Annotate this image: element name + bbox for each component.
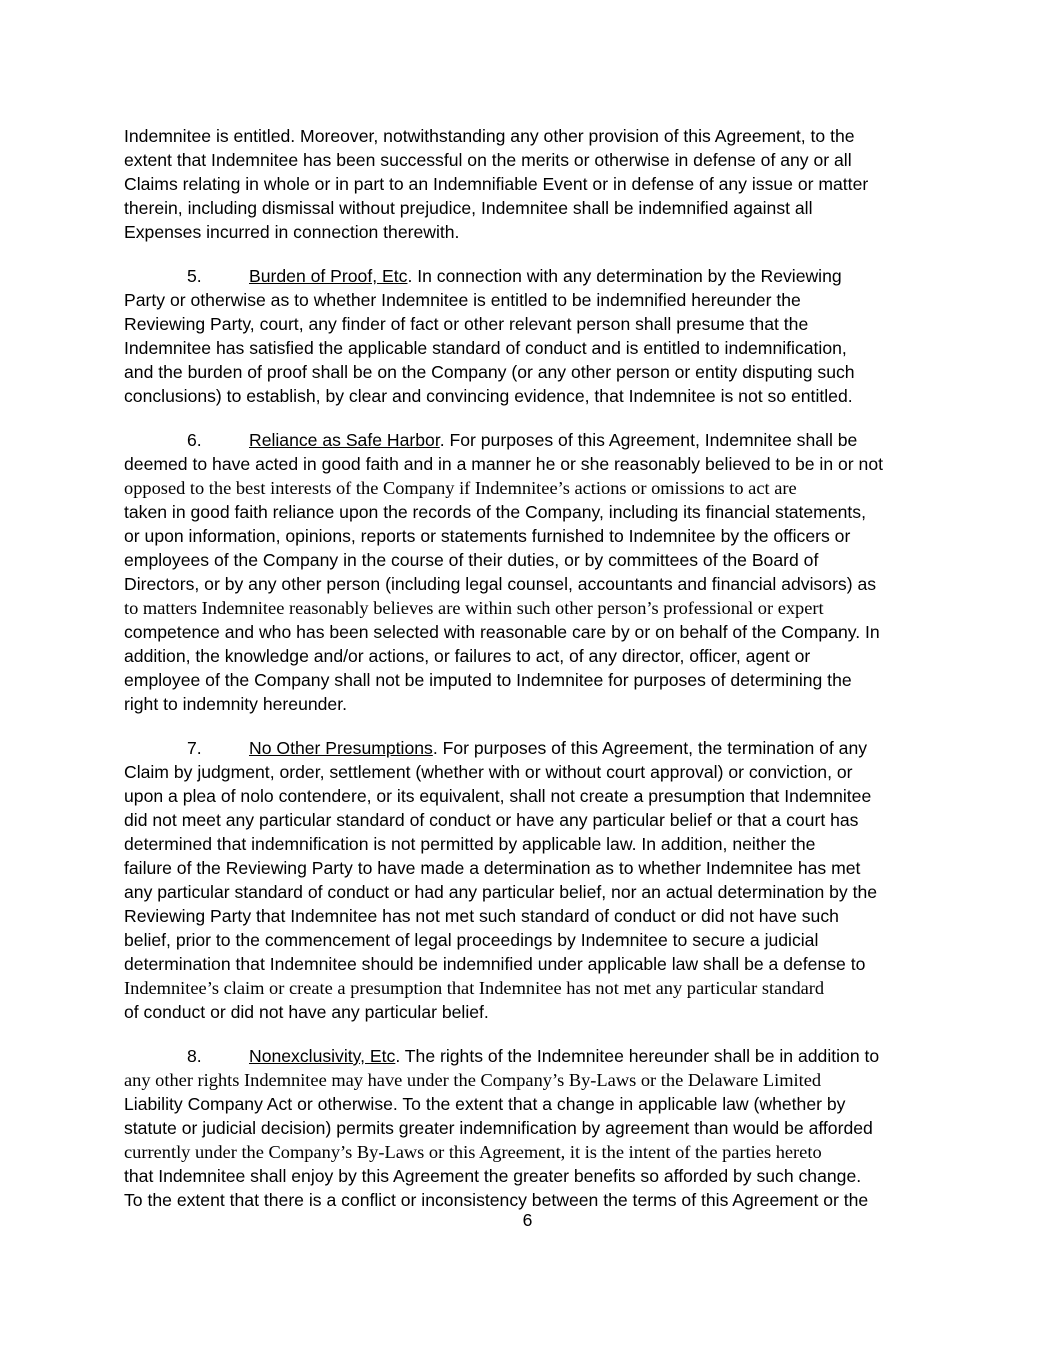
section-8-number: 8. <box>187 1046 202 1066</box>
paragraph-line: currently under the Company’s By-Laws or this Agreement, it is the intent of the parties hereto <box>124 1142 822 1162</box>
paragraph-line: To the extent that there is a conflict or inconsistency between the terms of this Agreement or the <box>124 1190 869 1210</box>
paragraph-gap <box>124 716 934 736</box>
paragraph-line: Indemnitee is entitled. Moreover, notwithstanding any other provision of this Agreement, to the <box>124 126 855 146</box>
document-page <box>124 124 934 1212</box>
paragraph-line: taken in good faith reliance upon the records of the Company, including its financial statements, <box>124 502 866 522</box>
section-5-heading: Burden of Proof, Etc <box>249 266 408 286</box>
paragraph-line: belief, prior to the commencement of legal proceedings by Indemnitee to secure a judicial <box>124 930 819 950</box>
paragraph-line: Directors, or by any other person (including legal counsel, accountants and financial advisors) as <box>124 574 877 594</box>
paragraph-line: competence and who has been selected with reasonable care by or on behalf of the Company. In <box>124 622 880 642</box>
section-7-first-line <box>124 736 934 760</box>
section-5-number: 5. <box>187 266 202 286</box>
paragraph-line: to matters Indemnitee reasonably believes are within such other person’s professional or expert <box>124 598 824 618</box>
paragraph-gap <box>124 244 934 264</box>
paragraph-line: addition, the knowledge and/or actions, or failures to act, of any director, officer, agent or <box>124 646 811 666</box>
paragraph-line: did not meet any particular standard of conduct or have any particular belief or that a court has <box>124 810 859 830</box>
paragraph-line: Liability Company Act or otherwise. To the extent that a change in applicable law (whether by <box>124 1094 846 1114</box>
section-5-first-line <box>124 264 934 288</box>
paragraph-line: and the burden of proof shall be on the Company (or any other person or entity disputing such <box>124 362 855 382</box>
paragraph-line: Indemnitee has satisfied the applicable standard of conduct and is entitled to indemnification, <box>124 338 847 358</box>
section-6-number: 6. <box>187 430 202 450</box>
paragraph-line: determined that indemnification is not permitted by applicable law. In addition, neither the <box>124 834 816 854</box>
section-8-first-line <box>124 1044 934 1068</box>
page-number: 6 <box>522 1210 533 1230</box>
section-7-heading: No Other Presumptions <box>249 738 433 758</box>
paragraph-line: deemed to have acted in good faith and in a manner he or she reasonably believed to be in or not <box>124 454 884 474</box>
paragraph-line: statute or judicial decision) permits greater indemnification by agreement than would be afforded <box>124 1118 873 1138</box>
paragraph-line: determination that Indemnitee should be indemnified under applicable law shall be a defense to <box>124 954 866 974</box>
section-7-first-line-text: . For purposes of this Agreement, the termination of any <box>432 738 868 758</box>
paragraph-gap <box>124 408 934 428</box>
paragraph-line: conclusions) to establish, by clear and convincing evidence, that Indemnitee is not so entitled. <box>124 386 853 406</box>
section-6-first-line-text: . For purposes of this Agreement, Indemnitee shall be <box>439 430 858 450</box>
paragraph-line: that Indemnitee shall enjoy by this Agreement the greater benefits so afforded by such change. <box>124 1166 862 1186</box>
paragraph-line: Claim by judgment, order, settlement (whether with or without court approval) or conviction, or <box>124 762 853 782</box>
paragraph-line: opposed to the best interests of the Company if Indemnitee’s actions or omissions to act are <box>124 478 797 498</box>
paragraph-gap <box>124 1024 934 1044</box>
paragraph-line: or upon information, opinions, reports or statements furnished to Indemnitee by the officers or <box>124 526 851 546</box>
paragraph-line: any other rights Indemnitee may have under the Company’s By-Laws or the Delaware Limited <box>124 1070 822 1090</box>
paragraph-line: failure of the Reviewing Party to have made a determination as to whether Indemnitee has met <box>124 858 861 878</box>
paragraph-line: upon a plea of nolo contendere, or its equivalent, shall not create a presumption that Indemnitee <box>124 786 872 806</box>
section-7-paragraph <box>124 736 934 1024</box>
paragraph-line: any particular standard of conduct or had any particular belief, nor an actual determination by the <box>124 882 878 902</box>
section-8-paragraph <box>124 1044 934 1212</box>
paragraph-line: Expenses incurred in connection therewith. <box>124 222 460 242</box>
paragraph-line: Indemnitee’s claim or create a presumption that Indemnitee has not met any particular standard <box>124 978 825 998</box>
paragraph-line: right to indemnity hereunder. <box>124 694 347 714</box>
paragraph-line: employee of the Company shall not be imputed to Indemnitee for purposes of determining the <box>124 670 852 690</box>
paragraph-line: employees of the Company in the course of their duties, or by committees of the Board of <box>124 550 819 570</box>
section-5-first-line-text: . In connection with any determination by the Reviewing <box>407 266 842 286</box>
paragraph-line: Reviewing Party, court, any finder of fact or other relevant person shall presume that the <box>124 314 809 334</box>
paragraph-line: therein, including dismissal without prejudice, Indemnitee shall be indemnified against all <box>124 198 813 218</box>
section-8-heading: Nonexclusivity, Etc <box>249 1046 396 1066</box>
paragraph-line: Party or otherwise as to whether Indemnitee is entitled to be indemnified hereunder the <box>124 290 801 310</box>
paragraph-line: of conduct or did not have any particular belief. <box>124 1002 489 1022</box>
section-5-paragraph <box>124 264 934 408</box>
section-8-first-line-text: . The rights of the Indemnitee hereunder shall be in addition to <box>395 1046 880 1066</box>
section-6-heading: Reliance as Safe Harbor <box>249 430 440 450</box>
section-7-number: 7. <box>187 738 202 758</box>
paragraph-line: Claims relating in whole or in part to an Indemnifiable Event or in defense of any issue or matter <box>124 174 869 194</box>
section-6-first-line <box>124 428 934 452</box>
intro-paragraph <box>124 124 934 244</box>
paragraph-line: Reviewing Party that Indemnitee has not met such standard of conduct or did not have such <box>124 906 839 926</box>
section-6-paragraph <box>124 428 934 716</box>
paragraph-line: extent that Indemnitee has been successful on the merits or otherwise in defense of any or all <box>124 150 852 170</box>
